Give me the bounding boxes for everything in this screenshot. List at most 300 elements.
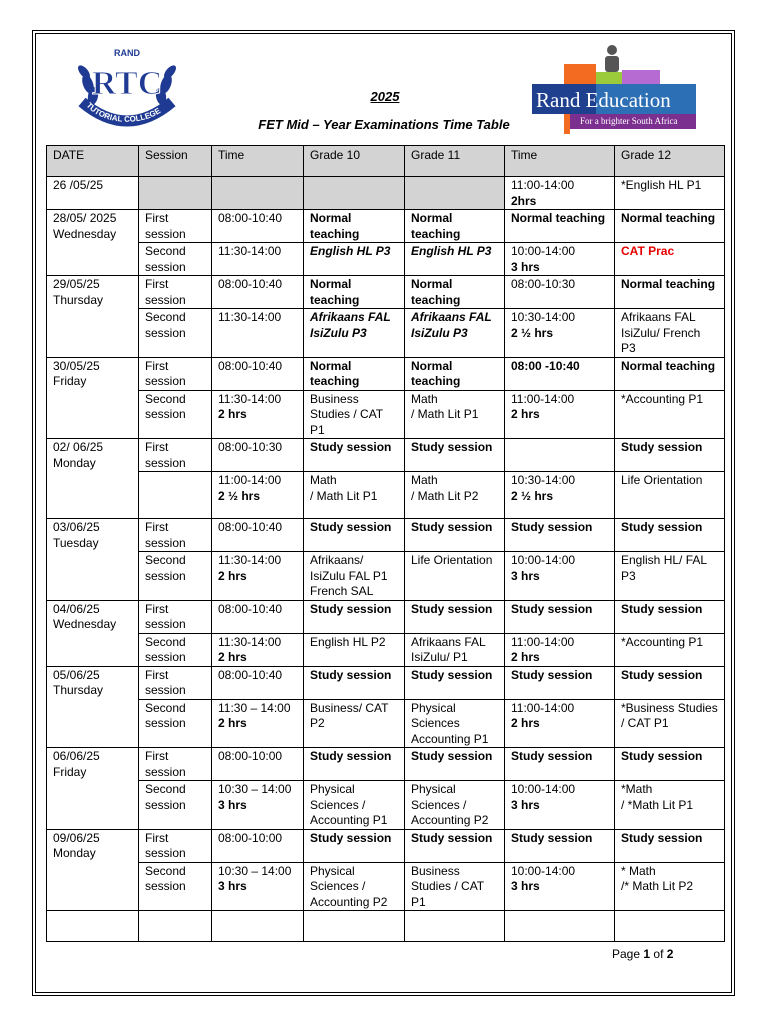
- column-header-text: Session: [145, 148, 188, 162]
- grade-12-time-cell-text: Study session: [511, 749, 593, 763]
- time-cell: [212, 439, 304, 472]
- time-cell: [212, 748, 304, 781]
- session-cell: [139, 829, 212, 862]
- session-cell-text: Second session: [145, 310, 186, 340]
- date-cell-text: 29/05/25 Thursday: [53, 277, 104, 307]
- grade-10-cell-text: Study session: [310, 520, 392, 534]
- time-cell-text: 11:30-14:00: [218, 310, 282, 324]
- time-cell: [212, 829, 304, 862]
- grade-11-cell: [405, 519, 505, 552]
- session-cell: [139, 472, 212, 519]
- session-cell: [139, 748, 212, 781]
- date-cell-text: 09/06/25 Monday: [53, 830, 100, 860]
- grade-11-cell: [405, 552, 505, 601]
- reader-figure-icon: [602, 44, 622, 74]
- grade-12-time-cell-text: 08:00 -10:40: [511, 358, 580, 373]
- table-row: [47, 439, 725, 472]
- grade-10-cell: [304, 699, 405, 748]
- table-header-row: [47, 146, 725, 177]
- grade-10-cell-text: Afrikaans FAL IsiZulu P3: [310, 310, 391, 340]
- grade-10-cell: [304, 862, 405, 911]
- time-cell-text: 11:00-14:00: [218, 473, 282, 487]
- grade-11-cell-text: Study session: [411, 667, 493, 682]
- grade-12-cell-text: Study session: [621, 667, 703, 682]
- date-cell: [47, 177, 139, 210]
- rand-education-name: Rand Education: [536, 88, 671, 112]
- grade-10-cell: [304, 519, 405, 552]
- table-row: [47, 600, 725, 633]
- exam-timetable: [46, 145, 725, 942]
- grade-10-cell-text: Study session: [310, 440, 392, 454]
- grade-12-time-cell: [505, 829, 615, 862]
- duration-text: 2 ½ hrs: [218, 488, 261, 503]
- time-cell: [212, 699, 304, 748]
- session-cell-text: First session: [145, 830, 186, 860]
- grade-12-duration-text: 2 hrs: [511, 650, 540, 664]
- time-cell: [212, 210, 304, 243]
- grade-12-time-cell: [505, 633, 615, 666]
- table-row: [47, 829, 725, 862]
- grade-11-cell: [405, 748, 505, 781]
- table-row: [47, 781, 725, 830]
- grade-12-cell-text: Life Orientation: [621, 473, 703, 487]
- grade-12-cell-text: *English HL P1: [621, 178, 702, 192]
- grade-11-cell: [405, 862, 505, 911]
- time-cell: [212, 781, 304, 830]
- session-cell-text: First session: [145, 277, 186, 307]
- grade-10-cell: [304, 748, 405, 781]
- grade-11-cell-text: Math / Math Lit P2: [411, 473, 479, 503]
- grade-10-cell: [304, 666, 405, 699]
- grade-12-time-cell: [505, 276, 615, 309]
- year-heading: 2025: [370, 89, 400, 104]
- page-title: FET Mid – Year Examinations Time Table: [258, 117, 510, 132]
- grade-12-cell: [615, 177, 725, 210]
- grade-10-cell-text: Business/ CAT P2: [310, 700, 389, 730]
- grade-12-time-cell-text: 10:00-14:00: [511, 782, 576, 796]
- grade-11-cell-text: Normal teaching: [411, 277, 461, 307]
- session-cell: [139, 243, 212, 276]
- session-cell-text: First session: [145, 440, 186, 470]
- session-cell-text: Second session: [145, 553, 186, 583]
- time-cell-text: 08:00-10:40: [218, 277, 283, 291]
- grade-11-cell: [405, 633, 505, 666]
- grade-10-cell-text: Physical Sciences / Accounting P1: [310, 782, 388, 827]
- grade-12-duration-text: 2 hrs: [511, 716, 540, 730]
- session-cell-text: Second session: [145, 244, 186, 274]
- grade-12-time-cell: [505, 552, 615, 601]
- table-row: [47, 390, 725, 439]
- date-cell: [47, 357, 139, 439]
- time-cell: [212, 357, 304, 390]
- grade-12-time-cell: [505, 472, 615, 519]
- grade-12-cell: [615, 390, 725, 439]
- grade-10-cell: [304, 390, 405, 439]
- empty-row: [47, 911, 725, 942]
- session-cell: [139, 519, 212, 552]
- grade-12-cell-text: Study session: [621, 601, 703, 616]
- grade-10-cell-text: Math / Math Lit P1: [310, 473, 378, 503]
- grade-12-time-cell-text: 10:00-14:00: [511, 553, 576, 567]
- grade-11-cell-text: Math / Math Lit P1: [411, 391, 479, 421]
- time-cell-text: 08:00-10:40: [218, 601, 283, 616]
- time-cell: [212, 390, 304, 439]
- grade-11-cell: [405, 829, 505, 862]
- grade-11-cell: [405, 439, 505, 472]
- grade-12-duration-text: 2 hrs: [511, 407, 540, 421]
- time-cell-text: 10:30 – 14:00: [218, 782, 292, 796]
- time-cell-text: 10:30 – 14:00: [218, 863, 292, 878]
- grade-12-time-cell-text: 10:00-14:00: [511, 863, 576, 878]
- grade-12-cell-text: Study session: [621, 520, 703, 534]
- grade-10-cell: [304, 829, 405, 862]
- time-cell: [212, 177, 304, 210]
- grade-11-cell: [405, 666, 505, 699]
- session-cell-text: First session: [145, 667, 186, 697]
- grade-10-cell-text: Study session: [310, 601, 392, 616]
- grade-12-duration-text: 2 ½ hrs: [511, 325, 554, 340]
- grade-10-cell: [304, 243, 405, 276]
- grade-12-time-cell: [505, 439, 615, 472]
- grade-12-time-cell-text: 11:00-14:00: [511, 700, 575, 715]
- grade-12-cell-text: *Business Studies / CAT P1: [621, 700, 718, 730]
- grade-11-cell-text: Study session: [411, 749, 493, 763]
- table-row: [47, 472, 725, 519]
- date-cell: [47, 829, 139, 911]
- session-cell-text: First session: [145, 520, 186, 550]
- grade-12-cell: [615, 276, 725, 309]
- grade-10-cell: [304, 472, 405, 519]
- grade-10-cell-text: Study session: [310, 749, 392, 763]
- time-cell: [212, 519, 304, 552]
- grade-12-cell-text: Study session: [621, 830, 703, 845]
- session-cell-text: First session: [145, 358, 186, 388]
- grade-11-cell-text: Study session: [411, 440, 493, 454]
- date-cell-text: 06/06/25 Friday: [53, 749, 100, 779]
- session-cell-text: Second session: [145, 700, 186, 730]
- empty-cell: [212, 911, 304, 942]
- grade-12-duration-text: 3 hrs: [511, 568, 540, 583]
- column-header-text: DATE: [53, 148, 85, 162]
- of-label: of: [653, 947, 664, 961]
- session-cell: [139, 210, 212, 243]
- grade-12-time-cell: [505, 243, 615, 276]
- grade-11-cell: [405, 472, 505, 519]
- column-header: [212, 146, 304, 177]
- rtc-logo-letters: RTC: [91, 65, 163, 102]
- grade-12-time-cell-text: 10:30-14:00: [511, 473, 576, 487]
- grade-12-time-cell-text: Study session: [511, 830, 593, 845]
- grade-12-cell-text: *Math / *Math Lit P1: [621, 782, 694, 812]
- grade-11-cell: [405, 276, 505, 309]
- grade-12-duration-text: 3 hrs: [511, 797, 540, 812]
- time-cell-text: 08:00-10:00: [218, 830, 283, 845]
- time-cell-text: 08:00-10:40: [218, 667, 283, 682]
- grade-12-cell: [615, 519, 725, 552]
- date-cell-text: 30/05/25 Friday: [53, 358, 100, 388]
- duration-text: 3 hrs: [218, 797, 247, 812]
- session-cell: [139, 276, 212, 309]
- session-cell: [139, 862, 212, 911]
- table-row: [47, 552, 725, 601]
- grade-10-cell: [304, 781, 405, 830]
- grade-12-time-cell: [505, 781, 615, 830]
- grade-12-cell: [615, 210, 725, 243]
- grade-12-cell: [615, 748, 725, 781]
- session-cell: [139, 699, 212, 748]
- grade-11-cell: [405, 210, 505, 243]
- grade-12-time-cell-text: 11:00-14:00: [511, 178, 575, 192]
- table-row: [47, 666, 725, 699]
- grade-12-time-cell-text: 10:00-14:00: [511, 244, 576, 258]
- grade-12-duration-text: 3 hrs: [511, 259, 540, 274]
- empty-cell: [47, 911, 139, 942]
- time-cell: [212, 862, 304, 911]
- empty-cell: [405, 911, 505, 942]
- grade-11-cell-text: Life Orientation: [411, 553, 493, 567]
- column-header: [505, 146, 615, 177]
- grade-12-cell-text: Study session: [621, 440, 703, 454]
- time-cell-text: 11:30-14:00: [218, 634, 282, 649]
- grade-12-time-cell-text: 10:30-14:00: [511, 310, 576, 324]
- grade-12-duration-text: 2 ½ hrs: [511, 488, 554, 503]
- time-cell: [212, 243, 304, 276]
- page-footer: [612, 947, 673, 961]
- grade-12-cell: [615, 552, 725, 601]
- session-cell: [139, 177, 212, 210]
- grade-11-cell: [405, 781, 505, 830]
- date-cell-text: 02/ 06/25 Monday: [53, 440, 104, 470]
- grade-12-cell-text: CAT Prac: [621, 244, 675, 258]
- grade-12-cell: [615, 862, 725, 911]
- grade-12-cell: [615, 666, 725, 699]
- time-cell-text: 11:30-14:00: [218, 553, 282, 567]
- table-row: [47, 309, 725, 358]
- time-cell-text: 11:30 – 14:00: [218, 700, 291, 715]
- time-cell: [212, 600, 304, 633]
- grade-12-cell: [615, 829, 725, 862]
- session-cell: [139, 552, 212, 601]
- grade-10-cell: [304, 357, 405, 390]
- page-label: Page: [612, 947, 641, 961]
- grade-12-time-cell: [505, 357, 615, 390]
- grade-12-cell-text: * Math /* Math Lit P2: [621, 863, 694, 893]
- grade-11-cell-text: Study session: [411, 830, 493, 845]
- grade-10-cell: [304, 552, 405, 601]
- table-row: [47, 357, 725, 390]
- date-cell: [47, 276, 139, 358]
- table-row: [47, 210, 725, 243]
- grade-11-cell: [405, 357, 505, 390]
- grade-12-time-cell-text: 11:00-14:00: [511, 391, 575, 406]
- session-cell: [139, 309, 212, 358]
- rtc-logo-top: RAND: [114, 48, 140, 58]
- date-cell-text: 05/06/25 Thursday: [53, 667, 104, 697]
- session-cell: [139, 633, 212, 666]
- grade-10-cell: [304, 210, 405, 243]
- grade-11-cell-text: Physical Sciences Accounting P1: [411, 700, 489, 746]
- session-cell-text: Second session: [145, 863, 186, 893]
- grade-12-cell: [615, 472, 725, 519]
- grade-12-time-cell-text: Normal teaching: [511, 211, 606, 225]
- session-cell: [139, 390, 212, 439]
- time-cell-text: 11:30-14:00: [218, 244, 282, 258]
- grade-12-cell: [615, 600, 725, 633]
- time-cell: [212, 552, 304, 601]
- grade-12-duration-text: 3 hrs: [511, 879, 540, 893]
- duration-text: 2 hrs: [218, 650, 247, 664]
- column-header: [405, 146, 505, 177]
- time-cell: [212, 633, 304, 666]
- grade-12-cell: [615, 781, 725, 830]
- session-cell: [139, 439, 212, 472]
- grade-12-cell-text: Normal teaching: [621, 277, 716, 291]
- date-cell-text: 26 /05/25: [53, 178, 104, 192]
- grade-12-cell-text: *Accounting P1: [621, 391, 704, 406]
- grade-11-cell: [405, 243, 505, 276]
- grade-12-time-cell-text: Study session: [511, 520, 593, 534]
- grade-10-cell: [304, 600, 405, 633]
- grade-12-cell: [615, 699, 725, 748]
- grade-12-duration-text: 2hrs: [511, 193, 537, 208]
- grade-12-cell: [615, 357, 725, 390]
- column-header-text: Grade 11: [411, 148, 461, 162]
- rand-education-tagline: For a brighter South Africa: [580, 116, 678, 126]
- grade-12-cell-text: Normal teaching: [621, 358, 716, 373]
- grade-12-cell: [615, 243, 725, 276]
- grade-11-cell-text: Business Studies / CAT P1: [411, 863, 485, 909]
- grade-12-time-cell: [505, 748, 615, 781]
- grade-12-time-cell-text: Study session: [511, 667, 593, 682]
- grade-12-time-cell: [505, 390, 615, 439]
- grade-12-time-cell: [505, 666, 615, 699]
- session-cell-text: First session: [145, 211, 186, 241]
- session-cell: [139, 600, 212, 633]
- grade-11-cell-text: Normal teaching: [411, 211, 461, 241]
- grade-10-cell-text: Physical Sciences / Accounting P2: [310, 863, 388, 909]
- time-cell-text: 08:00-10:40: [218, 520, 283, 534]
- grade-10-cell-text: English HL P2: [310, 634, 386, 649]
- grade-12-time-cell-text: 08:00-10:30: [511, 277, 576, 291]
- date-cell: [47, 439, 139, 519]
- grade-11-cell: [405, 177, 505, 210]
- grade-12-cell-text: *Accounting P1: [621, 634, 704, 649]
- table-row: [47, 633, 725, 666]
- grade-12-cell-text: Afrikaans FAL IsiZulu/ French P3: [621, 310, 701, 355]
- grade-11-cell: [405, 309, 505, 358]
- time-cell-text: 08:00-10:30: [218, 440, 283, 454]
- empty-cell: [139, 911, 212, 942]
- grade-12-time-cell: [505, 210, 615, 243]
- grade-10-cell-text: Normal teaching: [310, 277, 360, 307]
- grade-12-time-cell: [505, 309, 615, 358]
- page-total: 2: [666, 947, 674, 961]
- time-cell-text: 08:00-10:40: [218, 358, 283, 373]
- date-cell: [47, 600, 139, 666]
- grade-10-cell-text: Business Studies / CAT P1: [310, 391, 384, 437]
- time-cell: [212, 276, 304, 309]
- grade-12-time-cell: [505, 600, 615, 633]
- session-cell-text: Second session: [145, 391, 186, 421]
- grade-10-cell: [304, 439, 405, 472]
- grade-11-cell-text: Afrikaans FAL IsiZulu P3: [411, 310, 492, 340]
- session-cell: [139, 357, 212, 390]
- table-row: [47, 276, 725, 309]
- date-cell: [47, 666, 139, 748]
- duration-text: 3 hrs: [218, 879, 247, 893]
- column-header: [47, 146, 139, 177]
- session-cell: [139, 781, 212, 830]
- empty-cell: [304, 911, 405, 942]
- column-header: [139, 146, 212, 177]
- grade-11-cell-text: English HL P3: [411, 244, 492, 258]
- grade-12-cell: [615, 633, 725, 666]
- grade-11-cell: [405, 699, 505, 748]
- session-cell-text: First session: [145, 749, 186, 779]
- grade-12-cell-text: Study session: [621, 749, 703, 763]
- grade-10-cell-text: Afrikaans/ IsiZulu FAL P1 French SAL: [310, 553, 388, 598]
- rtc-logo-ring: TUTORIAL COLLEGE: [84, 100, 163, 124]
- time-cell-text: 08:00-10:00: [218, 749, 283, 763]
- grade-12-time-cell-text: Study session: [511, 601, 593, 616]
- duration-text: 2 hrs: [218, 568, 247, 583]
- time-cell-text: 08:00-10:40: [218, 211, 283, 225]
- grade-11-cell-text: Normal teaching: [411, 358, 461, 388]
- grade-11-cell: [405, 390, 505, 439]
- table-row: [47, 243, 725, 276]
- grade-10-cell-text: Study session: [310, 667, 392, 682]
- grade-12-time-cell: [505, 862, 615, 911]
- session-cell-text: First session: [145, 601, 186, 631]
- column-header-text: Time: [511, 148, 538, 162]
- grade-11-cell-text: Afrikaans FAL IsiZulu/ P1: [411, 634, 486, 664]
- empty-cell: [505, 911, 615, 942]
- grade-11-cell-text: Physical Sciences / Accounting P2: [411, 782, 489, 827]
- grade-11-cell-text: Study session: [411, 520, 493, 534]
- grade-10-cell-text: Normal teaching: [310, 358, 360, 388]
- grade-11-cell: [405, 600, 505, 633]
- duration-text: 2 hrs: [218, 716, 247, 730]
- date-cell: [47, 210, 139, 276]
- table-row: [47, 177, 725, 210]
- duration-text: 2 hrs: [218, 407, 247, 421]
- grade-10-cell-text: English HL P3: [310, 244, 391, 258]
- session-cell-text: Second session: [145, 634, 186, 664]
- session-cell-text: Second session: [145, 782, 186, 812]
- grade-10-cell: [304, 633, 405, 666]
- date-cell: [47, 519, 139, 601]
- grade-10-cell: [304, 177, 405, 210]
- grade-12-time-cell: [505, 177, 615, 210]
- grade-11-cell-text: Study session: [411, 601, 493, 616]
- page-number: 1: [643, 947, 651, 961]
- table-row: [47, 699, 725, 748]
- grade-10-cell-text: Normal teaching: [310, 211, 360, 241]
- empty-cell: [615, 911, 725, 942]
- column-header-text: Grade 12: [621, 148, 672, 162]
- table-row: [47, 748, 725, 781]
- rtc-logo: [68, 44, 186, 134]
- column-header: [304, 146, 405, 177]
- grade-12-time-cell-text: 11:00-14:00: [511, 634, 575, 649]
- time-cell: [212, 309, 304, 358]
- grade-12-cell-text: Normal teaching: [621, 211, 716, 225]
- table-row: [47, 862, 725, 911]
- column-header-text: Time: [218, 148, 245, 162]
- session-cell: [139, 666, 212, 699]
- grade-12-cell-text: English HL/ FAL P3: [621, 553, 708, 583]
- date-cell-text: 28/05/ 2025 Wednesday: [53, 211, 117, 241]
